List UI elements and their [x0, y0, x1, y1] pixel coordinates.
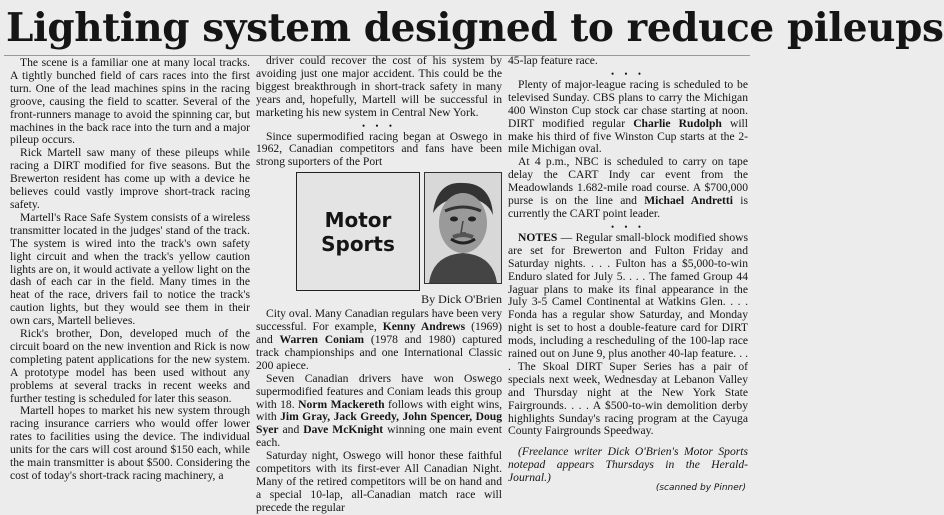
- column-logo: [256, 172, 502, 291]
- paragraph: Plenty of major-league racing is scheduled to be televised Sunday. CBS plans to carry the Michigan 400 Winston Cup stock car chase starting at noon. DIRT modified regular Charlie Rudolph will make his third of five Winston Cup starts at the 2-mile Michigan oval.: [508, 77, 748, 156]
- paragraph: driver could recover the cost of his system by avoiding just one major accident. This could be the biggest breakthrough in short-track safety in many years and, hopefully, Martell will be successful in marketing his new system in Central New York.: [256, 54, 502, 119]
- driver-name: Norm Mackereth: [298, 397, 385, 411]
- section-dots: • • •: [362, 120, 396, 131]
- paragraph: Martell hopes to market his new system through racing insurance carriers who would offer lower rates to facilities using the device. The individual units for the cars will cost around $150 each, while the main transmitter is about $500. Considering the cost of today's short-track racing machinery, a: [10, 404, 250, 482]
- column-1: [10, 57, 250, 483]
- paragraph: The scene is a familiar one at many local tracks. A tightly bunched field of cars races into the first turn. One of the lead machines spins in the racing groove, causing the field to scatter. Several of the front-runners manage to avoid the spinning car, but machines in the back race into the turn and a major pileup occurs.: [10, 56, 250, 147]
- logo-line: Sports: [321, 231, 395, 256]
- column-2: [256, 55, 502, 515]
- paragraph: 45-lap feature race.: [508, 54, 598, 67]
- driver-name: Michael Andretti: [644, 194, 734, 208]
- author-photo: [424, 172, 502, 284]
- column-3: [508, 55, 748, 485]
- paragraph: Rick's brother, Don, developed much of the circuit board on the new invention and Rick is now completing patent applications for the new system. A prototype model has been used without any problems at several tracks in recent weeks and further testing is scheduled for later this season.: [10, 327, 250, 405]
- driver-name: Dave McKnight: [303, 423, 384, 437]
- paragraph: Saturday night, Oswego will honor these faithful competitors with its first-ever All Canadian Night. Many of the retired competitors will be on hand and a special 10-lap, all-Canadian match race will precede the regular: [256, 449, 502, 514]
- paragraph: Martell's Race Safe System consists of a wireless transmitter located in the judges' stand of the track. The system is wired into the track's own safety light circuit and when the track's yellow caution lights are on, it would activate a yellow light on the dash of each car in the field. Many times in the heat of the race, drivers fail to notice the track's caution lights, but they would see them in their own cars, Martell believes.: [10, 210, 250, 328]
- paragraph: Since supermodified racing began at Oswego in 1962, Canadian competitors and fans have been strong suporters of the Port: [256, 129, 502, 169]
- paragraph: At 4 p.m., NBC is scheduled to carry on tape delay the CART Indy car event from the Meadowlands 1.682-mile road course. A $700,000 purse is on the line and Michael Andretti is currently the CART point leader.: [508, 155, 748, 220]
- logo-line: Motor: [324, 207, 392, 232]
- paragraph: Seven Canadian drivers have won Oswego supermodified features and Coniam leads this group with 18. Norm Mackereth follows with eight wins, with Jim Gray, Jack Greedy, John Spencer, Doug Syer and Dave McKnight winning one main event each.: [256, 371, 503, 450]
- driver-name: Charlie Rudolph: [633, 116, 722, 130]
- paragraph: Rick Martell saw many of these pileups while racing a DIRT modified for five seasons. But the Brewerton resident has come up with a device he believes could vastly improve short-track racing safety.: [10, 146, 250, 211]
- driver-names: Jim Gray, Jack Greedy, John Spencer, Doug Syer: [256, 410, 503, 437]
- section-dots: • • •: [611, 68, 645, 79]
- motor-sports-logo: [296, 172, 420, 291]
- author-note: (Freelance writer Dick O'Brien's Motor Sports notepad appears Thursdays in the Herald-Journal.): [508, 445, 748, 485]
- driver-name: Warren Coniam: [279, 332, 365, 346]
- notes-label: NOTES: [518, 230, 558, 244]
- scan-credit: (scanned by Pinner): [655, 483, 746, 493]
- section-dots: • • •: [611, 221, 645, 232]
- byline: By Dick O'Brien: [421, 292, 502, 307]
- headline: Lighting system designed to reduce pileups: [6, 5, 944, 51]
- notes-paragraph: NOTES — Regular small-block modified shows are set for Brewerton and Fulton Friday and Saturday nights. . . . Fulton has a $5,000-to-win Enduro slated for July 5. . . . The famed Group 44 Jaguar plans to make its final appearance in the July 3-5 Camel Continental at Watkins Glen. . . . Fonda has a regular show Saturday, and Monday night is set to host a double-feature card for DIRT mods, including a rescheduling of the 100-lap race rained out on June 9, plus another 40-lap feature. . . . The Skoal DIRT Super Series has a pair of specials next week, Wednesday at Lebanon Valley and Thursday night at the New York State Fairgrounds. . . . A $500-to-win demolition derby highlights Sunday's racing program at the Cayuga County Fairgrounds Speedway.: [508, 230, 748, 438]
- paragraph: City oval. Many Canadian regulars have been very successful. For example, Kenny Andrews (1969) and Warren Coniam (1978 and 1980) captured track championships and one International Classic 200 apiece.: [256, 307, 503, 372]
- driver-name: Kenny Andrews: [382, 320, 466, 334]
